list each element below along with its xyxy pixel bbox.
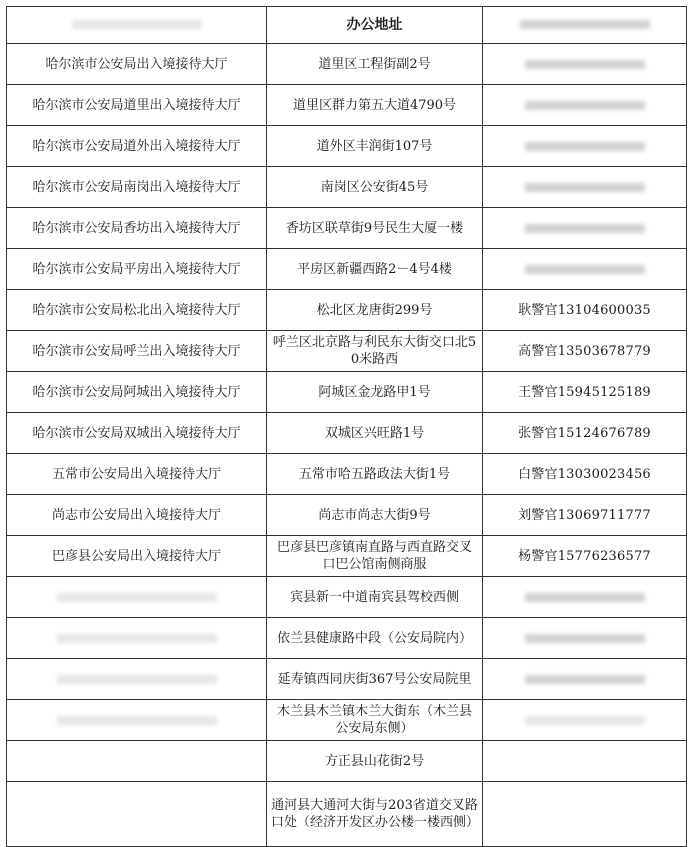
contact-cell <box>483 700 687 741</box>
redacted-contact <box>525 634 645 643</box>
table-row <box>7 372 687 413</box>
contact-cell: 张警官15124676789 <box>483 413 687 454</box>
table-row <box>7 44 687 85</box>
table-row <box>7 126 687 167</box>
office-name-cell: 尚志市公安局出入境接待大厅 <box>7 495 267 536</box>
redacted-contact <box>525 183 645 192</box>
office-name-cell <box>7 577 267 618</box>
office-address-cell: 通河县大通河大街与203省道交叉路口处（经济开发区办公楼一楼西侧） <box>267 782 483 847</box>
contact-cell: 刘警官13069711777 <box>483 495 687 536</box>
office-address-cell: 松北区龙唐街299号 <box>267 290 483 331</box>
contact-cell <box>483 85 687 126</box>
office-address-cell: 道里区工程街副2号 <box>267 44 483 85</box>
redacted-office-name <box>57 716 217 725</box>
office-name-cell: 巴彦县公安局出入境接待大厅 <box>7 536 267 577</box>
table-row <box>7 249 687 290</box>
redacted-contact <box>525 593 645 602</box>
office-address-table <box>6 6 687 847</box>
redacted-header <box>520 20 650 29</box>
redacted-contact <box>525 142 645 151</box>
office-name-cell: 哈尔滨市公安局双城出入境接待大厅 <box>7 413 267 454</box>
office-address-cell: 木兰县木兰镇木兰大街东（木兰县公安局东侧） <box>267 700 483 741</box>
table-row <box>7 85 687 126</box>
table-row <box>7 659 687 700</box>
office-name-cell: 哈尔滨市公安局出入境接待大厅 <box>7 44 267 85</box>
office-name-cell: 哈尔滨市公安局阿城出入境接待大厅 <box>7 372 267 413</box>
office-address-cell: 五常市哈五路政法大街1号 <box>267 454 483 495</box>
contact-cell <box>483 577 687 618</box>
table-row <box>7 208 687 249</box>
office-address-cell: 巴彦县巴彦镇南直路与西直路交叉口巴公馆南侧商服 <box>267 536 483 577</box>
office-address-cell: 方正县山花街2号 <box>267 741 483 782</box>
header-address-cell: 办公地址 <box>267 7 483 44</box>
office-name-cell <box>7 700 267 741</box>
redacted-office-name <box>57 593 217 602</box>
redacted-contact <box>525 224 645 233</box>
table-row <box>7 331 687 372</box>
contact-cell <box>483 167 687 208</box>
office-address-cell: 香坊区联草街9号民生大厦一楼 <box>267 208 483 249</box>
redacted-office-name <box>57 675 217 684</box>
contact-cell <box>483 249 687 290</box>
office-address-cell: 阿城区金龙路甲1号 <box>267 372 483 413</box>
office-address-cell: 道外区丰润街107号 <box>267 126 483 167</box>
office-name-cell: 哈尔滨市公安局呼兰出入境接待大厅 <box>7 331 267 372</box>
header-phone-cell <box>483 7 687 44</box>
contact-cell: 白警官13030023456 <box>483 454 687 495</box>
office-address-cell: 呼兰区北京路与利民东大街交口北50米路西 <box>267 331 483 372</box>
redacted-contact <box>525 675 645 684</box>
office-name-cell: 五常市公安局出入境接待大厅 <box>7 454 267 495</box>
office-name-cell <box>7 782 267 847</box>
contact-cell: 高警官13503678779 <box>483 331 687 372</box>
redacted-contact <box>525 716 645 725</box>
office-address-cell: 平房区新疆西路2－4号4楼 <box>267 249 483 290</box>
redacted-office-name <box>57 634 217 643</box>
contact-cell <box>483 208 687 249</box>
office-address-cell: 南岗区公安街45号 <box>267 167 483 208</box>
contact-cell: 耿警官13104600035 <box>483 290 687 331</box>
redacted-contact <box>525 265 645 274</box>
contact-cell <box>483 659 687 700</box>
redacted-header <box>72 20 202 29</box>
table-row <box>7 167 687 208</box>
table-row <box>7 290 687 331</box>
office-name-cell <box>7 659 267 700</box>
table-row <box>7 495 687 536</box>
table-row <box>7 782 687 847</box>
table-row <box>7 413 687 454</box>
table-row <box>7 618 687 659</box>
contact-cell <box>483 782 687 847</box>
office-name-cell: 哈尔滨市公安局道外出入境接待大厅 <box>7 126 267 167</box>
table-row <box>7 454 687 495</box>
office-name-cell: 哈尔滨市公安局松北出入境接待大厅 <box>7 290 267 331</box>
office-address-cell: 双城区兴旺路1号 <box>267 413 483 454</box>
contact-cell <box>483 618 687 659</box>
contact-cell <box>483 741 687 782</box>
office-name-cell: 哈尔滨市公安局香坊出入境接待大厅 <box>7 208 267 249</box>
contact-cell <box>483 126 687 167</box>
office-address-cell: 依兰县健康路中段（公安局院内） <box>267 618 483 659</box>
table-header-row <box>7 7 687 44</box>
table-row <box>7 700 687 741</box>
office-name-cell: 哈尔滨市公安局南岗出入境接待大厅 <box>7 167 267 208</box>
office-name-cell <box>7 618 267 659</box>
office-address-cell: 尚志市尚志大街9号 <box>267 495 483 536</box>
redacted-contact <box>525 60 645 69</box>
office-name-cell: 哈尔滨市公安局道里出入境接待大厅 <box>7 85 267 126</box>
office-address-cell: 延寿镇西同庆街367号公安局院里 <box>267 659 483 700</box>
header-name-cell <box>7 7 267 44</box>
table-row <box>7 577 687 618</box>
office-name-cell <box>7 741 267 782</box>
office-address-cell: 宾县新一中道南宾县驾校西侧 <box>267 577 483 618</box>
table-row <box>7 741 687 782</box>
table-row <box>7 536 687 577</box>
contact-cell: 王警官15945125189 <box>483 372 687 413</box>
redacted-contact <box>525 101 645 110</box>
office-address-cell: 道里区群力第五大道4790号 <box>267 85 483 126</box>
contact-cell: 杨警官15776236577 <box>483 536 687 577</box>
office-name-cell: 哈尔滨市公安局平房出入境接待大厅 <box>7 249 267 290</box>
contact-cell <box>483 44 687 85</box>
